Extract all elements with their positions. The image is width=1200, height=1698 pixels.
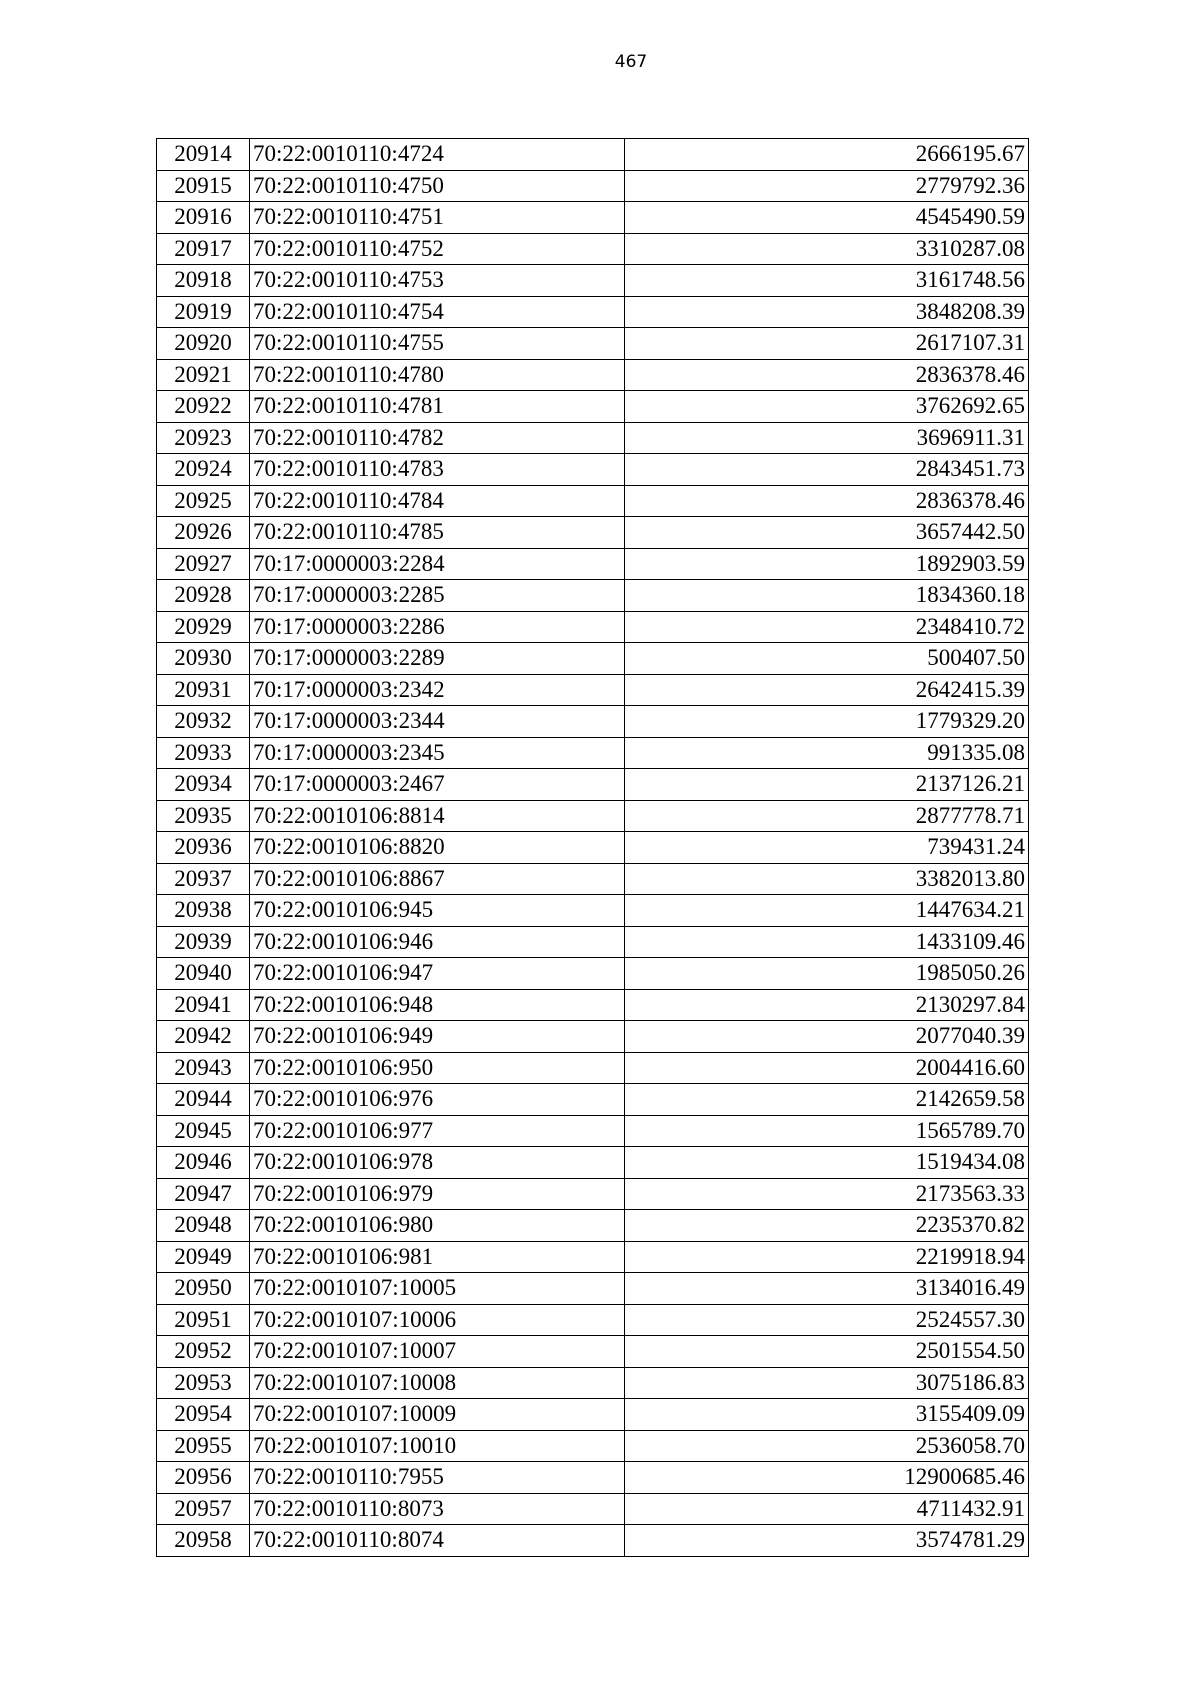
value-cell: 1519434.08	[625, 1147, 1029, 1179]
table-row	[157, 422, 1029, 454]
table-body	[157, 139, 1029, 1557]
row-number-cell: 20943	[157, 1052, 250, 1084]
row-number-cell: 20941	[157, 989, 250, 1021]
cadastral-number-cell: 70:22:0010107:10006	[250, 1304, 625, 1336]
cadastral-number-cell: 70:22:0010106:979	[250, 1178, 625, 1210]
table-row	[157, 1273, 1029, 1305]
row-number-cell: 20922	[157, 391, 250, 423]
table-row	[157, 391, 1029, 423]
value-cell: 4711432.91	[625, 1493, 1029, 1525]
row-number-cell: 20921	[157, 359, 250, 391]
row-number-cell: 20919	[157, 296, 250, 328]
cadastral-number-cell: 70:22:0010110:4784	[250, 485, 625, 517]
value-cell: 2617107.31	[625, 328, 1029, 360]
cadastral-number-cell: 70:22:0010106:948	[250, 989, 625, 1021]
table-row	[157, 1084, 1029, 1116]
row-number-cell: 20917	[157, 233, 250, 265]
cadastral-number-cell: 70:22:0010110:4783	[250, 454, 625, 486]
value-cell: 2843451.73	[625, 454, 1029, 486]
cadastral-number-cell: 70:22:0010110:4781	[250, 391, 625, 423]
value-cell: 12900685.46	[625, 1462, 1029, 1494]
row-number-cell: 20938	[157, 895, 250, 927]
table-row	[157, 674, 1029, 706]
cadastral-number-cell: 70:22:0010106:8820	[250, 832, 625, 864]
cadastral-number-cell: 70:22:0010107:10008	[250, 1367, 625, 1399]
cadastral-number-cell: 70:22:0010106:8867	[250, 863, 625, 895]
value-cell: 739431.24	[625, 832, 1029, 864]
table-row	[157, 1430, 1029, 1462]
page-number: 467	[614, 52, 648, 72]
cadastral-number-cell: 70:17:0000003:2286	[250, 611, 625, 643]
value-cell: 3161748.56	[625, 265, 1029, 297]
cadastral-number-cell: 70:22:0010107:10005	[250, 1273, 625, 1305]
row-number-cell: 20928	[157, 580, 250, 612]
table-row	[157, 926, 1029, 958]
cadastral-number-cell: 70:22:0010110:8074	[250, 1525, 625, 1557]
row-number-cell: 20926	[157, 517, 250, 549]
row-number-cell: 20929	[157, 611, 250, 643]
cadastral-number-cell: 70:17:0000003:2345	[250, 737, 625, 769]
table-row	[157, 233, 1029, 265]
cadastral-number-cell: 70:22:0010107:10007	[250, 1336, 625, 1368]
value-cell: 991335.08	[625, 737, 1029, 769]
value-cell: 2219918.94	[625, 1241, 1029, 1273]
cadastral-number-cell: 70:22:0010110:8073	[250, 1493, 625, 1525]
row-number-cell: 20949	[157, 1241, 250, 1273]
cadastral-number-cell: 70:17:0000003:2289	[250, 643, 625, 675]
table-row	[157, 1052, 1029, 1084]
value-cell: 2348410.72	[625, 611, 1029, 643]
value-cell: 2536058.70	[625, 1430, 1029, 1462]
value-cell: 2130297.84	[625, 989, 1029, 1021]
table-row	[157, 1304, 1029, 1336]
cadastral-value-table	[156, 138, 1029, 1557]
cadastral-number-cell: 70:22:0010106:949	[250, 1021, 625, 1053]
value-cell: 1779329.20	[625, 706, 1029, 738]
cadastral-number-cell: 70:22:0010106:981	[250, 1241, 625, 1273]
table-row	[157, 265, 1029, 297]
value-cell: 2779792.36	[625, 170, 1029, 202]
cadastral-number-cell: 70:22:0010106:8814	[250, 800, 625, 832]
cadastral-number-cell: 70:17:0000003:2344	[250, 706, 625, 738]
table-row	[157, 1493, 1029, 1525]
table-row	[157, 1115, 1029, 1147]
row-number-cell: 20942	[157, 1021, 250, 1053]
cadastral-number-cell: 70:22:0010106:976	[250, 1084, 625, 1116]
table-row	[157, 1021, 1029, 1053]
cadastral-number-cell: 70:22:0010110:4750	[250, 170, 625, 202]
table-row	[157, 863, 1029, 895]
table-row	[157, 296, 1029, 328]
value-cell: 2004416.60	[625, 1052, 1029, 1084]
row-number-cell: 20958	[157, 1525, 250, 1557]
cadastral-number-cell: 70:22:0010110:4754	[250, 296, 625, 328]
value-cell: 1433109.46	[625, 926, 1029, 958]
cadastral-number-cell: 70:22:0010110:4751	[250, 202, 625, 234]
table-row	[157, 1399, 1029, 1431]
value-cell: 2501554.50	[625, 1336, 1029, 1368]
table-row	[157, 359, 1029, 391]
table-row	[157, 517, 1029, 549]
cadastral-number-cell: 70:22:0010110:7955	[250, 1462, 625, 1494]
table-row	[157, 548, 1029, 580]
table-row	[157, 958, 1029, 990]
row-number-cell: 20934	[157, 769, 250, 801]
value-cell: 2235370.82	[625, 1210, 1029, 1242]
row-number-cell: 20947	[157, 1178, 250, 1210]
row-number-cell: 20925	[157, 485, 250, 517]
cadastral-number-cell: 70:22:0010106:980	[250, 1210, 625, 1242]
table-row	[157, 989, 1029, 1021]
row-number-cell: 20951	[157, 1304, 250, 1336]
row-number-cell: 20920	[157, 328, 250, 360]
value-cell: 3155409.09	[625, 1399, 1029, 1431]
row-number-cell: 20948	[157, 1210, 250, 1242]
row-number-cell: 20950	[157, 1273, 250, 1305]
row-number-cell: 20927	[157, 548, 250, 580]
value-cell: 2173563.33	[625, 1178, 1029, 1210]
row-number-cell: 20931	[157, 674, 250, 706]
row-number-cell: 20930	[157, 643, 250, 675]
table-row	[157, 202, 1029, 234]
table-row	[157, 895, 1029, 927]
cadastral-number-cell: 70:22:0010106:945	[250, 895, 625, 927]
table-row	[157, 454, 1029, 486]
cadastral-number-cell: 70:22:0010110:4782	[250, 422, 625, 454]
value-cell: 3574781.29	[625, 1525, 1029, 1557]
row-number-cell: 20953	[157, 1367, 250, 1399]
value-cell: 3134016.49	[625, 1273, 1029, 1305]
row-number-cell: 20955	[157, 1430, 250, 1462]
value-cell: 4545490.59	[625, 202, 1029, 234]
table-row	[157, 328, 1029, 360]
row-number-cell: 20933	[157, 737, 250, 769]
value-cell: 1892903.59	[625, 548, 1029, 580]
value-cell: 2836378.46	[625, 485, 1029, 517]
table-row	[157, 580, 1029, 612]
row-number-cell: 20916	[157, 202, 250, 234]
row-number-cell: 20940	[157, 958, 250, 990]
value-cell: 2077040.39	[625, 1021, 1029, 1053]
value-cell: 2524557.30	[625, 1304, 1029, 1336]
value-cell: 1447634.21	[625, 895, 1029, 927]
cadastral-number-cell: 70:17:0000003:2285	[250, 580, 625, 612]
cadastral-number-cell: 70:22:0010110:4755	[250, 328, 625, 360]
value-cell: 500407.50	[625, 643, 1029, 675]
cadastral-number-cell: 70:17:0000003:2284	[250, 548, 625, 580]
row-number-cell: 20915	[157, 170, 250, 202]
value-cell: 3075186.83	[625, 1367, 1029, 1399]
table-row	[157, 611, 1029, 643]
table-row	[157, 737, 1029, 769]
value-cell: 1834360.18	[625, 580, 1029, 612]
cadastral-number-cell: 70:22:0010106:950	[250, 1052, 625, 1084]
cadastral-number-cell: 70:22:0010106:977	[250, 1115, 625, 1147]
row-number-cell: 20945	[157, 1115, 250, 1147]
table-row	[157, 643, 1029, 675]
row-number-cell: 20952	[157, 1336, 250, 1368]
cadastral-number-cell: 70:17:0000003:2342	[250, 674, 625, 706]
table-row	[157, 485, 1029, 517]
table-row	[157, 1462, 1029, 1494]
cadastral-number-cell: 70:22:0010107:10010	[250, 1430, 625, 1462]
value-cell: 2642415.39	[625, 674, 1029, 706]
value-cell: 2877778.71	[625, 800, 1029, 832]
row-number-cell: 20944	[157, 1084, 250, 1116]
table-row	[157, 139, 1029, 171]
table-row	[157, 1210, 1029, 1242]
table-row	[157, 769, 1029, 801]
row-number-cell: 20937	[157, 863, 250, 895]
row-number-cell: 20914	[157, 139, 250, 171]
table-row	[157, 706, 1029, 738]
table-row	[157, 170, 1029, 202]
row-number-cell: 20936	[157, 832, 250, 864]
cadastral-number-cell: 70:22:0010106:978	[250, 1147, 625, 1179]
value-cell: 1565789.70	[625, 1115, 1029, 1147]
value-cell: 3657442.50	[625, 517, 1029, 549]
cadastral-number-cell: 70:22:0010110:4752	[250, 233, 625, 265]
table-row	[157, 1336, 1029, 1368]
row-number-cell: 20939	[157, 926, 250, 958]
cadastral-number-cell: 70:22:0010106:947	[250, 958, 625, 990]
value-cell: 2142659.58	[625, 1084, 1029, 1116]
table-row	[157, 1241, 1029, 1273]
cadastral-number-cell: 70:17:0000003:2467	[250, 769, 625, 801]
table-row	[157, 832, 1029, 864]
row-number-cell: 20935	[157, 800, 250, 832]
table-row	[157, 1178, 1029, 1210]
value-cell: 3848208.39	[625, 296, 1029, 328]
table-row	[157, 800, 1029, 832]
cadastral-number-cell: 70:22:0010106:946	[250, 926, 625, 958]
row-number-cell: 20956	[157, 1462, 250, 1494]
row-number-cell: 20918	[157, 265, 250, 297]
value-cell: 2137126.21	[625, 769, 1029, 801]
cadastral-number-cell: 70:22:0010107:10009	[250, 1399, 625, 1431]
cadastral-number-cell: 70:22:0010110:4785	[250, 517, 625, 549]
row-number-cell: 20957	[157, 1493, 250, 1525]
cadastral-number-cell: 70:22:0010110:4724	[250, 139, 625, 171]
value-cell: 3310287.08	[625, 233, 1029, 265]
row-number-cell: 20932	[157, 706, 250, 738]
cadastral-number-cell: 70:22:0010110:4753	[250, 265, 625, 297]
row-number-cell: 20924	[157, 454, 250, 486]
cadastral-number-cell: 70:22:0010110:4780	[250, 359, 625, 391]
value-cell: 2666195.67	[625, 139, 1029, 171]
row-number-cell: 20946	[157, 1147, 250, 1179]
table-row	[157, 1525, 1029, 1557]
value-cell: 3762692.65	[625, 391, 1029, 423]
value-cell: 2836378.46	[625, 359, 1029, 391]
row-number-cell: 20954	[157, 1399, 250, 1431]
value-cell: 1985050.26	[625, 958, 1029, 990]
table-row	[157, 1147, 1029, 1179]
table-row	[157, 1367, 1029, 1399]
value-cell: 3696911.31	[625, 422, 1029, 454]
row-number-cell: 20923	[157, 422, 250, 454]
value-cell: 3382013.80	[625, 863, 1029, 895]
